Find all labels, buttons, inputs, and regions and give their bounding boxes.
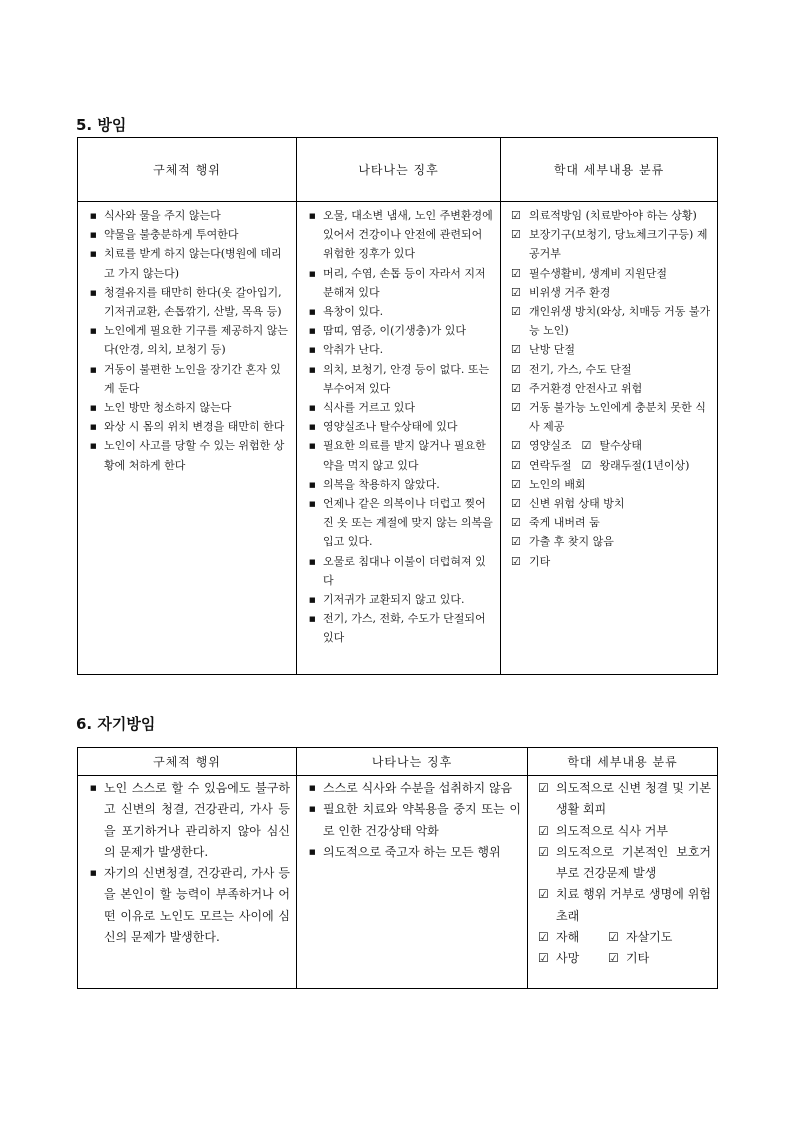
list-item: ☑ 전기, 가스, 수도 단절	[511, 360, 711, 379]
list-item: ■ 필요한 치료와 약복용을 중지 또는 이로 인한 건강상태 악화	[307, 799, 521, 842]
section-5-title: 5. 방임	[76, 116, 127, 134]
pair-right: ☑ 자살기도	[608, 927, 672, 948]
list-item: ■ 노인이 사고를 당할 수 있는 위험한 상황에 처하게 한다	[88, 436, 290, 474]
neglect-table	[77, 137, 718, 675]
list-item: ☑ 신변 위험 상태 방치	[511, 494, 711, 513]
signs-cell	[297, 776, 528, 989]
list-item: ■ 노인 방만 청소하지 않는다	[88, 398, 290, 417]
pair-right: ☑ 왕래두절(1년이상)	[582, 456, 690, 475]
list-item: ■ 의도적으로 죽고자 하는 모든 행위	[307, 842, 521, 863]
list-item: ■ 오물로 침대나 이불이 더럽혀져 있다	[307, 552, 494, 590]
list-item: ■ 스스로 식사와 수분을 섭취하지 않음	[307, 778, 521, 799]
categories-list	[511, 206, 711, 571]
list-item: ■ 필요한 의료를 받지 않거나 필요한 약을 먹지 않고 있다	[307, 436, 494, 474]
acts-cell	[78, 776, 297, 989]
list-item: ☑ 보장기구(보청기, 당뇨체크기구등) 제공거부	[511, 225, 711, 263]
list-item: ■ 전기, 가스, 전화, 수도가 단절되어 있다	[307, 609, 494, 647]
list-item: ■ 기저귀가 교환되지 않고 있다.	[307, 590, 494, 609]
list-item: ■ 식사와 물을 주지 않는다	[88, 206, 290, 225]
pair-left: 연락두절	[529, 458, 572, 472]
list-item: ☑ 주거환경 안전사고 위험	[511, 379, 711, 398]
list-item-pair	[538, 927, 711, 948]
header-categories: 학대 세부내용 분류	[501, 138, 718, 202]
list-item: ☑ 필수생활비, 생계비 지원단절	[511, 264, 711, 283]
list-item: ■ 청결유지를 태만히 한다(옷 갈아입기, 기저귀교환, 손톱깎기, 산발, 목욕 등)	[88, 283, 290, 321]
header-signs: 나타나는 징후	[297, 748, 528, 776]
list-item: ■ 자기의 신변청결, 건강관리, 가사 등을 본인이 할 능력이 부족하거나 어떤 이유로 노인도 모르는 사이에 심신의 문제가 발생한다.	[88, 863, 290, 948]
list-item: ☑ 죽게 내버려 둠	[511, 513, 711, 532]
list-item: ☑ 난방 단절	[511, 340, 711, 359]
pair-left: 사망	[556, 951, 580, 966]
list-item: ☑ 의도적으로 식사 거부	[538, 821, 711, 842]
list-item: ☑ 의도적으로 신변 청결 및 기본생활 회피	[538, 778, 711, 821]
pair-right: ☑ 탈수상태	[582, 436, 643, 455]
list-item: ■ 의치, 보청기, 안경 등이 없다. 또는 부수어져 있다	[307, 360, 494, 398]
acts-list	[88, 206, 290, 475]
list-item: ☑ 개인위생 방치(와상, 치매등 거동 불가능 노인)	[511, 302, 711, 340]
header-signs: 나타나는 징후	[297, 138, 501, 202]
list-item: ■ 오물, 대소변 냄새, 노인 주변환경에 있어서 건강이나 안전에 관련되어 위험한 징후가 있다	[307, 206, 494, 264]
header-categories: 학대 세부내용 분류	[528, 748, 718, 776]
list-item: ☑ 가출 후 찾지 않음	[511, 532, 711, 551]
list-item: ■ 약물을 불충분하게 투여한다	[88, 225, 290, 244]
categories-list	[538, 778, 711, 970]
list-item-pair	[511, 436, 711, 455]
list-item: ■ 노인 스스로 할 수 있음에도 불구하고 신변의 청결, 건강관리, 가사 등을 포기하거나 관리하지 않아 심신의 문제가 발생한다.	[88, 778, 290, 863]
signs-list	[307, 778, 521, 863]
list-item: ☑ 의도적으로 기본적인 보호거부로 건강문제 발생	[538, 842, 711, 885]
list-item: ■ 노인에게 필요한 기구를 제공하지 않는다(안경, 의치, 보청기 등)	[88, 321, 290, 359]
list-item: ■ 머리, 수염, 손톱 등이 자라서 지저분해져 있다	[307, 264, 494, 302]
list-item: ■ 거동이 불편한 노인을 장기간 혼자 있게 둔다	[88, 360, 290, 398]
list-item: ■ 땀띠, 염증, 이(기생충)가 있다	[307, 321, 494, 340]
list-item-pair	[538, 948, 711, 969]
self-neglect-table	[77, 747, 718, 989]
list-item: ☑ 노인의 배회	[511, 475, 711, 494]
list-item: ☑ 비위생 거주 환경	[511, 283, 711, 302]
list-item-pair	[511, 456, 711, 475]
list-item: ■ 의복을 착용하지 않았다.	[307, 475, 494, 494]
list-item: ☑ 거동 불가능 노인에게 충분치 못한 식사 제공	[511, 398, 711, 436]
list-item: ☑ 의료적방임 (치료받아야 하는 상황)	[511, 206, 711, 225]
header-acts: 구체적 행위	[78, 138, 297, 202]
list-item: ■ 욕창이 있다.	[307, 302, 494, 321]
list-item: ☑ 치료 행위 거부로 생명에 위험 초래	[538, 884, 711, 927]
pair-left: 자해	[556, 930, 580, 945]
acts-cell	[78, 202, 297, 675]
signs-list	[307, 206, 494, 648]
list-item: ■ 식사를 거르고 있다	[307, 398, 494, 417]
list-item: ☑ 기타	[511, 552, 711, 571]
list-item: ■ 언제나 같은 의복이나 더럽고 찢어진 옷 또는 계절에 맞지 않는 의복을 입고 있다.	[307, 494, 494, 552]
acts-list	[88, 778, 290, 948]
list-item: ■ 영양실조나 탈수상태에 있다	[307, 417, 494, 436]
pair-right: ☑ 기타	[608, 948, 649, 969]
categories-cell	[528, 776, 718, 989]
list-item: ■ 악취가 난다.	[307, 340, 494, 359]
section-6-title: 6. 자기방임	[76, 715, 156, 733]
pair-left: 영양실조	[529, 439, 572, 453]
list-item: ■ 치료를 받게 하지 않는다(병원에 데리고 가지 않는다)	[88, 244, 290, 282]
header-acts: 구체적 행위	[78, 748, 297, 776]
categories-cell	[501, 202, 718, 675]
signs-cell	[297, 202, 501, 675]
list-item: ■ 와상 시 몸의 위치 변경을 태만히 한다	[88, 417, 290, 436]
